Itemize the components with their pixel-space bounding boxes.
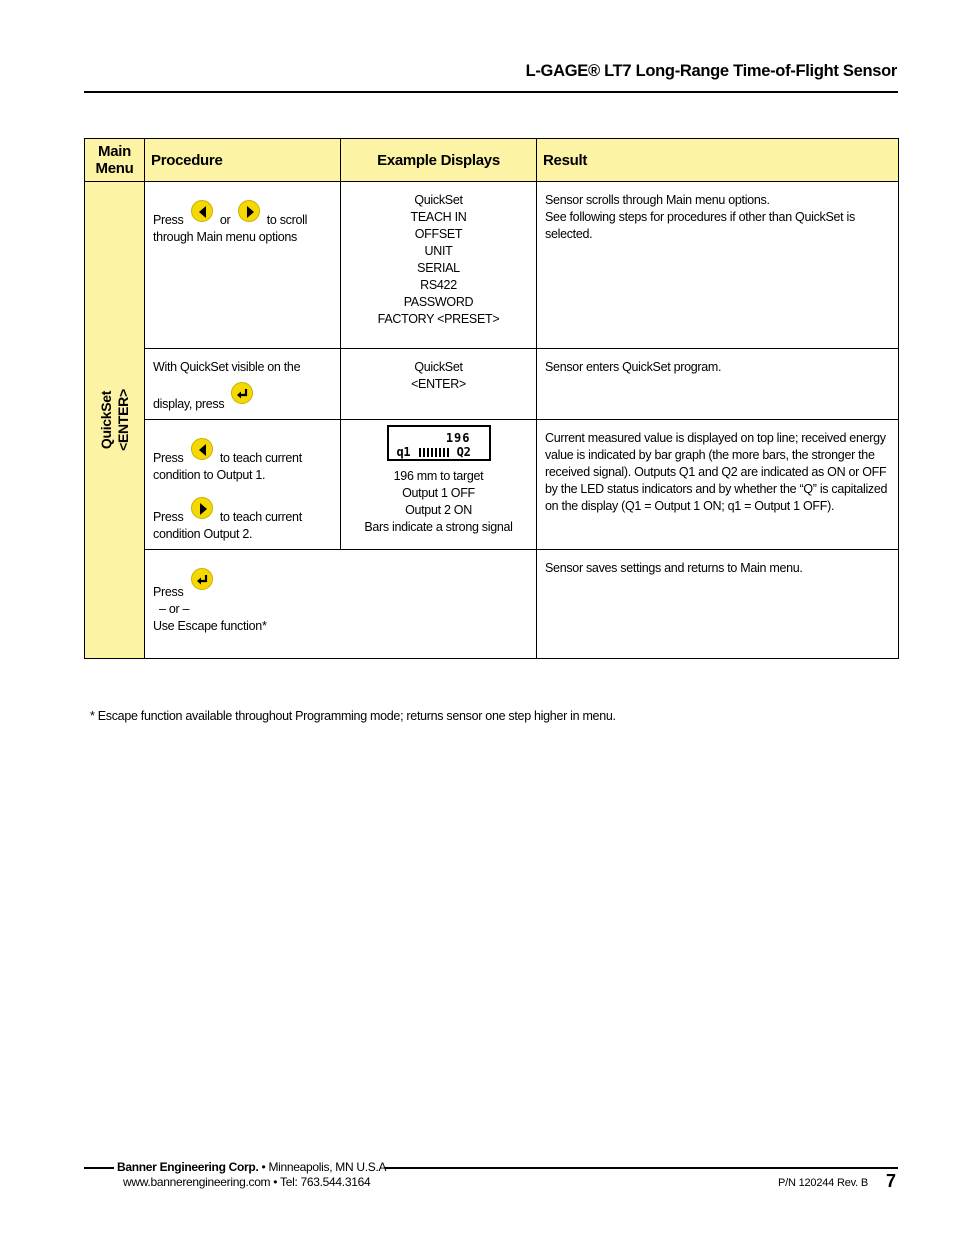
procedure-text-line: [153, 438, 332, 467]
procedure-word: to scroll through Main menu options: [153, 213, 308, 244]
table-header-row: [85, 139, 899, 182]
example-display-cell: [341, 420, 537, 550]
result-cell: [537, 349, 899, 420]
lcd-output1: q1: [396, 445, 411, 459]
footer-rule-right: [385, 1167, 898, 1169]
display-line: RS422: [420, 278, 457, 292]
footer-rule-left: [84, 1167, 114, 1169]
procedure-word: Press: [153, 585, 184, 599]
procedure-word: Press: [153, 213, 184, 227]
menu-cell-quickset: [85, 182, 145, 659]
procedure-text: With QuickSet visible on the: [153, 360, 301, 374]
result-text: See following steps for procedures if other than QuickSet is selected.: [545, 210, 855, 241]
left-arrow-button-icon: [191, 200, 213, 222]
procedure-cell: [145, 420, 341, 550]
display-line: PASSWORD: [403, 295, 474, 309]
lcd-output2: Q2: [456, 445, 471, 459]
display-line: UNIT: [424, 244, 453, 258]
display-line: FACTORY <PRESET>: [377, 312, 500, 326]
display-line: Output 1 OFF: [402, 486, 475, 500]
display-line: OFFSET: [414, 227, 463, 241]
part-number: P/N 120244 Rev. B: [778, 1177, 868, 1189]
header-main-menu: Main Menu: [85, 139, 145, 182]
header-procedure: Procedure: [145, 139, 341, 182]
procedure-text: [153, 200, 332, 246]
example-display-cell: [341, 349, 537, 420]
header-rule: [84, 91, 898, 93]
procedure-word: Press: [153, 451, 184, 465]
procedure-cell: [145, 182, 341, 349]
procedure-text: condition Output 2.: [153, 527, 253, 541]
page-number: 7: [886, 1171, 897, 1191]
procedure-text: Use Escape function*: [153, 619, 267, 633]
footer-contact: www.bannerengineering.com • Tel: 763.544.3164: [123, 1175, 371, 1189]
result-text: Sensor saves settings and returns to Main menu.: [545, 561, 803, 575]
lcd-value: 196: [445, 431, 471, 445]
menu-label: [98, 389, 132, 451]
procedure-text-line: [153, 382, 332, 413]
example-display-cell: [341, 182, 537, 349]
enter-button-icon: [231, 382, 253, 404]
result-cell: [537, 550, 899, 659]
procedure-text: condition to Output 1.: [153, 468, 266, 482]
header-result: Result: [537, 139, 899, 182]
footer-company: [117, 1160, 386, 1174]
procedure-word: or: [219, 213, 231, 227]
procedure-text: – or –: [159, 602, 190, 616]
company-name: Banner Engineering Corp.: [117, 1160, 259, 1174]
display-line: QuickSet: [414, 193, 463, 207]
result-text: Current measured value is displayed on top line; received energy value is indicated by bar graph (the more bars, the stronger the received signal). Outputs Q1 and Q2 are indicated as ON or OFF by the LED status indicators and by whether the “Q” is capitalized on the display (Q1 = Output 1 ON; q1 = Output 1 OFF).: [545, 431, 888, 513]
result-text: Sensor scrolls through Main menu options.: [545, 193, 770, 207]
left-arrow-button-icon: [191, 438, 213, 460]
result-cell: [537, 182, 899, 349]
lcd-display: [387, 425, 491, 461]
display-line: SERIAL: [417, 261, 460, 275]
procedure-word: Press: [153, 510, 184, 524]
table-row: [85, 550, 899, 659]
procedure-text-line: [153, 568, 528, 601]
procedure-word: display, press: [153, 397, 225, 411]
right-arrow-button-icon: [191, 497, 213, 519]
footnote: * Escape function available throughout Programming mode; returns sensor one step higher in menu.: [90, 709, 616, 723]
result-text: Sensor enters QuickSet program.: [545, 360, 722, 374]
menu-label-line2: <ENTER>: [114, 389, 131, 451]
display-line: Output 2 ON: [405, 503, 472, 517]
display-line: QuickSet: [414, 360, 463, 374]
result-cell: [537, 420, 899, 550]
menu-label-line1: QuickSet: [97, 390, 114, 450]
procedure-cell: [145, 349, 341, 420]
display-line: <ENTER>: [411, 377, 466, 391]
display-line: Bars indicate a strong signal: [364, 520, 513, 534]
right-arrow-button-icon: [238, 200, 260, 222]
table-row: [85, 349, 899, 420]
procedure-text-line: [153, 497, 332, 526]
procedure-word: to teach current: [219, 451, 302, 465]
table-row: [85, 420, 899, 550]
procedure-word: to teach current: [219, 510, 302, 524]
lcd-signal-bars: [419, 448, 451, 457]
company-location: • Minneapolis, MN U.S.A: [261, 1160, 387, 1174]
procedure-table: [84, 138, 899, 659]
page-title: L-GAGE® LT7 Long-Range Time-of-Flight Sensor: [525, 62, 897, 80]
enter-button-icon: [191, 568, 213, 590]
procedure-cell: [145, 550, 537, 659]
header-example-displays: Example Displays: [341, 139, 537, 182]
display-line: 196 mm to target: [393, 469, 484, 483]
table-row: [85, 182, 899, 349]
display-line: TEACH IN: [410, 210, 467, 224]
